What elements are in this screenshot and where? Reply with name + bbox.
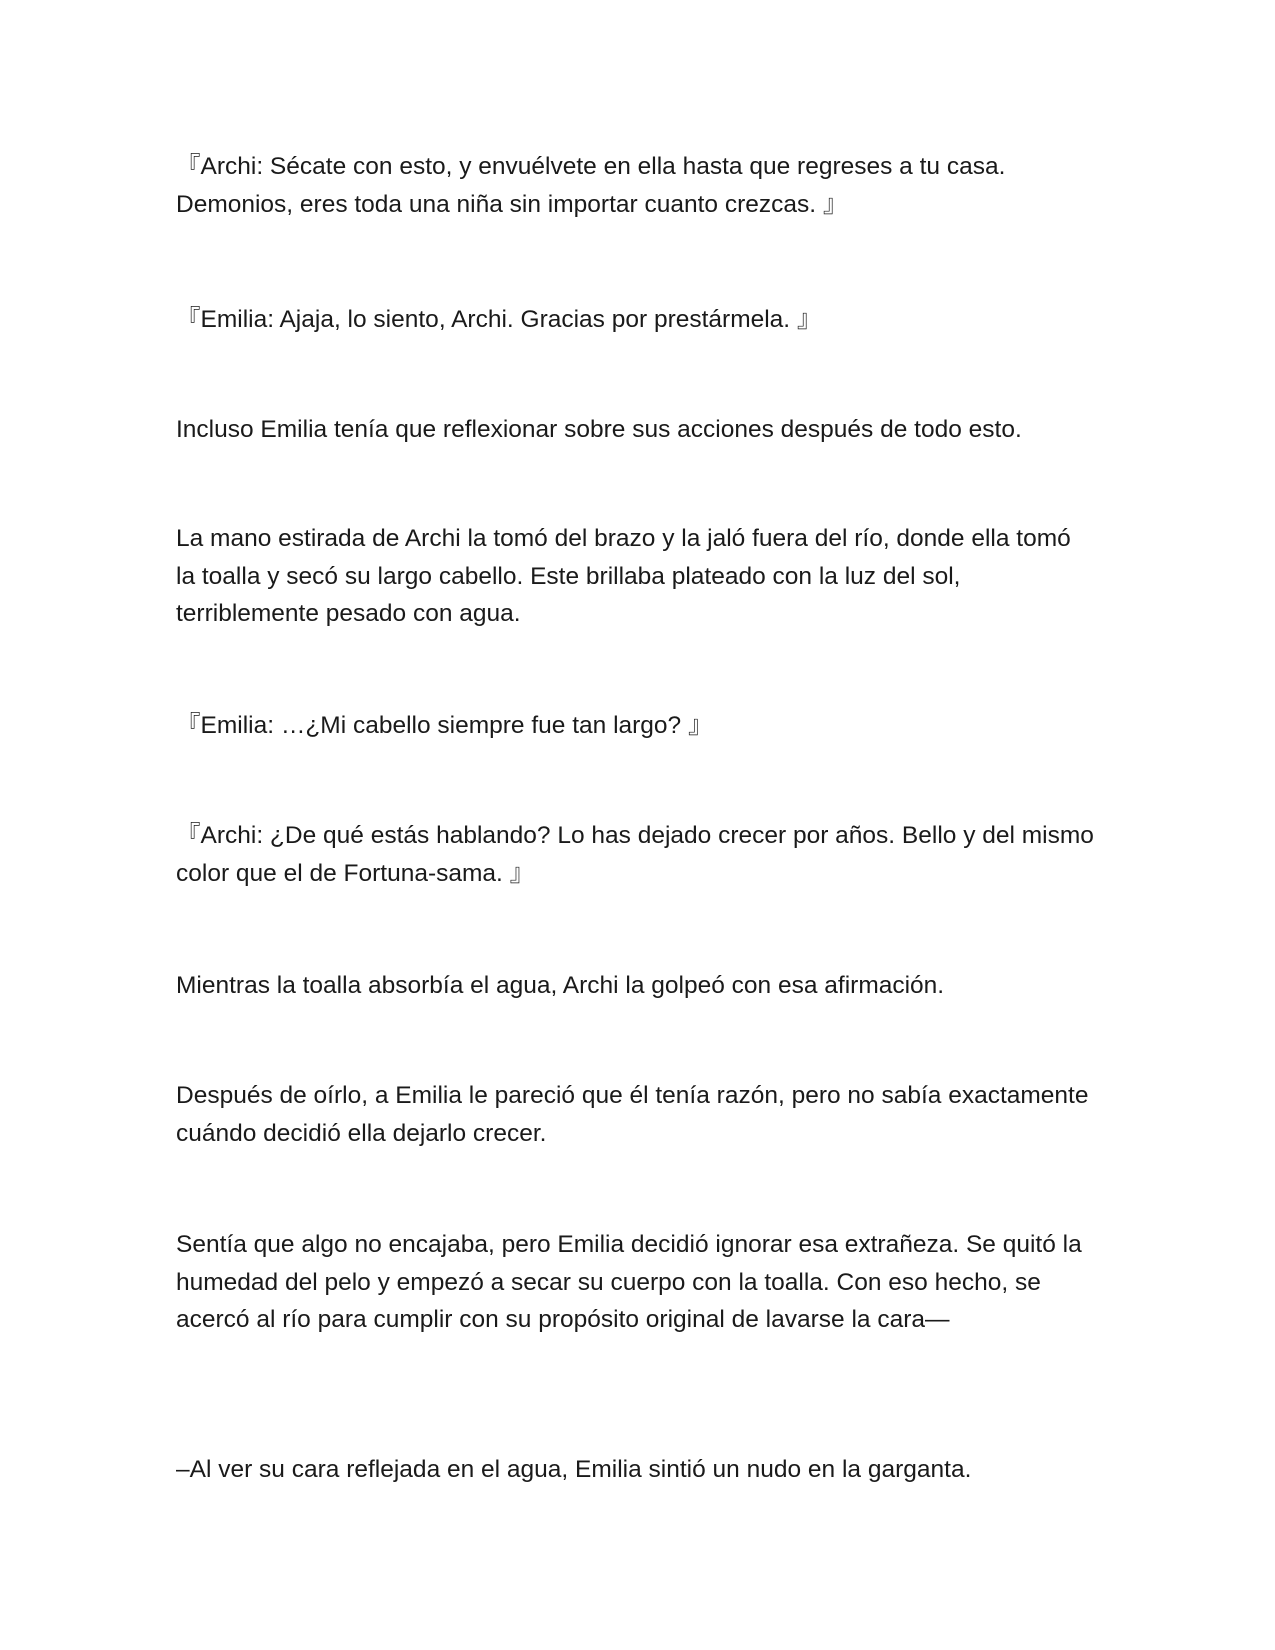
paragraph-narration-3: Mientras la toalla absorbía el agua, Archi la golpeó con esa afirmación. xyxy=(176,972,945,999)
paragraph-narration-5: Sentía que algo no encajaba, pero Emilia decidió ignorar esa extrañeza. Se quitó la humedad del pelo y empezó a secar su cuerpo con la toalla. Con eso hecho, se acercó al río para cumplir con su propósito original de lavarse la cara— xyxy=(176,1231,1082,1333)
paragraph-narration-2: La mano estirada de Archi la tomó del brazo y la jaló fuera del río, donde ella tomó la toalla y secó su largo cabello. Este brillaba plateado con la luz del sol, terriblemente pesado con agua. xyxy=(176,525,1071,627)
paragraph-dialogue-archi-1: 『Archi: Sécate con esto, y envuélvete en ella hasta que regreses a tu casa. Demonios, eres toda una niña sin importar cuanto crezcas. 』 xyxy=(176,153,1006,218)
paragraph-narration-1: Incluso Emilia tenía que reflexionar sobre sus acciones después de todo esto. xyxy=(176,416,1022,443)
paragraph-dialogue-emilia-2: 『Emilia: …¿Mi cabello siempre fue tan largo? 』 xyxy=(176,712,713,739)
paragraph-dialogue-archi-2: 『Archi: ¿De qué estás hablando? Lo has dejado crecer por años. Bello y del mismo color que el de Fortuna-sama. 』 xyxy=(176,822,1094,887)
paragraph-narration-4: Después de oírlo, a Emilia le pareció que él tenía razón, pero no sabía exactamente cuándo decidió ella dejarlo crecer. xyxy=(176,1082,1089,1147)
paragraph-narration-6: –Al ver su cara reflejada en el agua, Emilia sintió un nudo en la garganta. xyxy=(176,1456,972,1483)
paragraph-dialogue-emilia-1: 『Emilia: Ajaja, lo siento, Archi. Gracias por prestármela. 』 xyxy=(176,306,822,333)
